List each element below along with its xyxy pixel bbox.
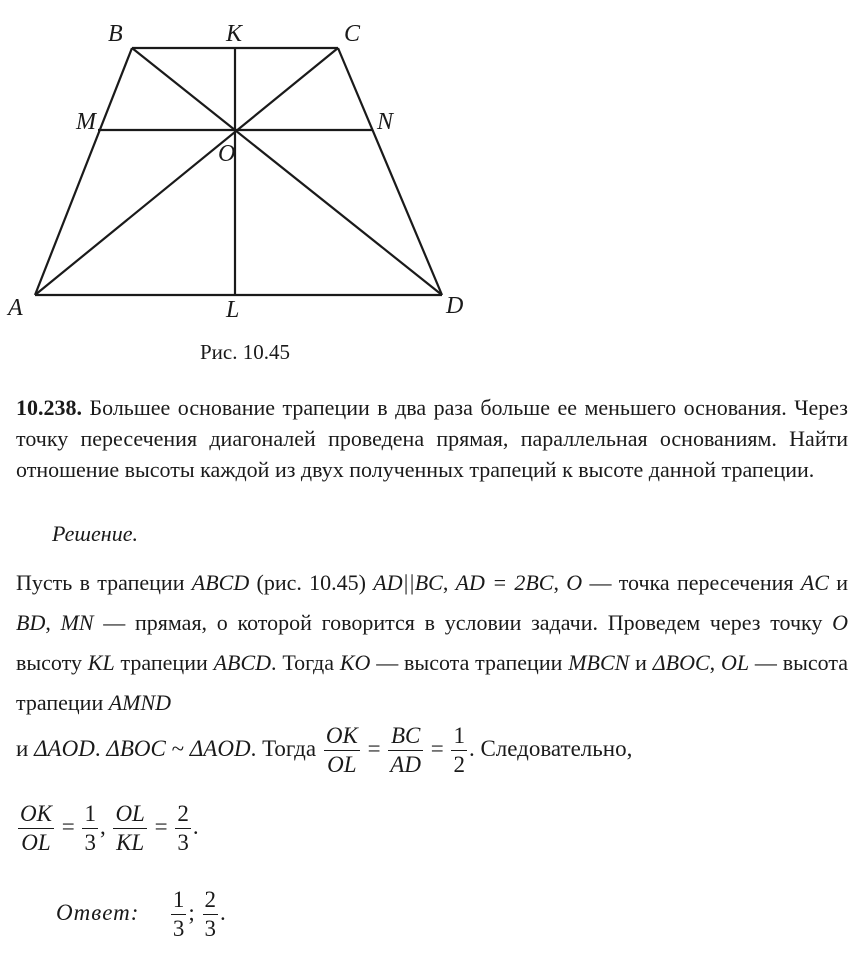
point-label-K: K xyxy=(226,21,243,47)
text: и xyxy=(828,570,849,595)
side-CD xyxy=(338,48,442,295)
math: AMND xyxy=(108,690,172,715)
fraction-1-2 xyxy=(451,722,467,779)
denominator: AD xyxy=(390,752,421,777)
numerator: 1 xyxy=(451,722,467,751)
text: (рис. 10.45) xyxy=(249,570,374,595)
point-label-N: N xyxy=(377,109,394,135)
denominator: 3 xyxy=(204,916,217,941)
text: — высота трапеции xyxy=(16,650,849,715)
text: . Следовательно, xyxy=(468,735,633,761)
separator: ; xyxy=(188,899,195,925)
similarity-equation-line xyxy=(16,722,632,779)
math: OL xyxy=(720,650,750,675)
numerator: OK xyxy=(20,801,52,826)
point-label-O: O xyxy=(218,141,236,167)
point-label-L: L xyxy=(226,297,240,323)
text: — высота трапеции xyxy=(370,650,569,675)
math: BD xyxy=(16,610,46,635)
fraction-ok-ol xyxy=(324,722,360,779)
math: ΔAOD xyxy=(34,735,95,761)
result-equation-line xyxy=(16,800,199,857)
text: , xyxy=(442,570,456,595)
numerator: 2 xyxy=(203,886,219,915)
text: — точка пересечения xyxy=(582,570,801,595)
numerator: OK xyxy=(325,723,358,748)
diagonal-AC xyxy=(35,48,338,295)
diagonal-BD xyxy=(132,48,442,295)
text: . Тогда xyxy=(250,735,322,761)
math: ABCD xyxy=(213,650,272,675)
math: KL xyxy=(87,650,115,675)
equals-sign: = xyxy=(430,735,444,761)
text: Пусть в трапеции xyxy=(16,570,192,595)
answer-fraction-1-3 xyxy=(171,886,187,943)
numerator: OL xyxy=(115,801,145,826)
text: , xyxy=(553,570,567,595)
period: . xyxy=(220,899,226,925)
numerator: 2 xyxy=(175,800,191,829)
problem-number: 10.238. xyxy=(16,395,82,420)
fraction-1-3 xyxy=(82,800,98,857)
point-label-A: A xyxy=(8,295,23,321)
denominator: OL xyxy=(327,752,357,777)
math: O xyxy=(566,570,583,595)
math: ABCD xyxy=(191,570,250,595)
answer-label: Ответ: xyxy=(56,899,140,925)
math: ΔAOD xyxy=(189,735,251,761)
math: ΔBOC xyxy=(106,735,166,761)
equals-sign: = xyxy=(61,813,75,839)
point-label-M: M xyxy=(76,109,96,135)
denominator: 3 xyxy=(177,830,189,855)
math: AD = 2BC xyxy=(455,570,554,595)
math: KO xyxy=(339,650,371,675)
text: ~ xyxy=(165,735,190,761)
denominator: 2 xyxy=(453,752,465,777)
fraction-ok-ol-result xyxy=(18,800,54,857)
answer-fraction-2-3 xyxy=(203,886,219,943)
solution-heading-text: Решение. xyxy=(52,521,138,546)
denominator: 3 xyxy=(172,916,185,941)
trapezoid-figure xyxy=(0,0,480,330)
side-AB xyxy=(35,48,132,295)
period: . xyxy=(192,813,199,839)
point-label-C: C xyxy=(344,21,361,47)
math: MBCN xyxy=(568,650,630,675)
problem-statement xyxy=(16,392,848,485)
numerator: BC xyxy=(390,723,421,748)
separator: , xyxy=(99,813,106,839)
solution-heading xyxy=(52,518,138,549)
math: O xyxy=(832,610,849,635)
numerator: 1 xyxy=(82,800,98,829)
text: и xyxy=(16,735,35,761)
math: MN xyxy=(60,610,94,635)
point-label-D: D xyxy=(446,293,464,319)
denominator: KL xyxy=(116,830,145,855)
point-label-B: B xyxy=(108,21,123,47)
denominator: 3 xyxy=(84,830,96,855)
text: . xyxy=(94,735,107,761)
denominator: OL xyxy=(21,830,51,855)
equals-sign: = xyxy=(154,813,168,839)
fraction-bc-ad xyxy=(388,722,423,779)
solution-paragraph xyxy=(16,563,848,723)
numerator: 1 xyxy=(171,886,187,915)
math: AD||BC xyxy=(373,570,443,595)
text: . Тогда xyxy=(271,650,340,675)
figure-caption: Рис. 10.45 xyxy=(200,340,290,364)
math: AC xyxy=(800,570,829,595)
answer-line xyxy=(56,886,226,943)
math: ΔBOC xyxy=(652,650,710,675)
text: и xyxy=(629,650,653,675)
fraction-2-3 xyxy=(175,800,191,857)
fraction-ol-kl xyxy=(113,800,146,857)
problem-text: Большее основание трапеции в два раза больше ее меньшего основания. Через точку пересечения диагоналей проведена прямая, параллельная основаниям. Найти отношение высоты каждой из двух полученных трапеций к высоте данной трапеции. xyxy=(16,395,849,482)
text: , xyxy=(45,610,61,635)
equals-sign: = xyxy=(367,735,381,761)
text: — прямая, о которой говорится в условии задачи. Проведем через точку xyxy=(93,610,833,635)
text: высоту xyxy=(16,650,88,675)
text: , xyxy=(709,650,721,675)
text: трапеции xyxy=(114,650,214,675)
